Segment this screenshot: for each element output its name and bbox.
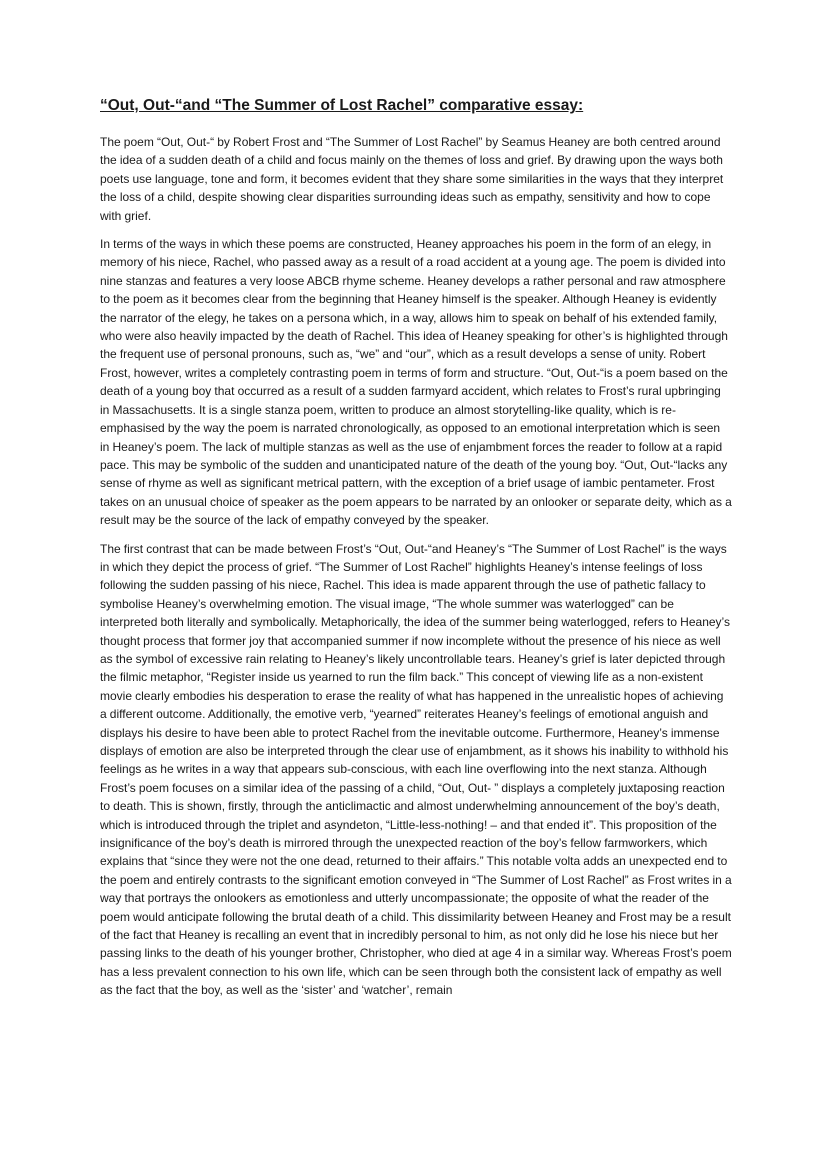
paragraph-form-and-structure: In terms of the ways in which these poems are constructed, Heaney approaches his poem in the form of an elegy, in memory of his niece, Rachel, who passed away as a result of a road accident at a young age. The poem is divided into nine stanzas and features a very loose ABCB rhyme scheme. Heaney develops a rather personal and raw atmosphere to the poem as it becomes clear from the beginning that Heaney himself is the speaker. Although Heaney is evidently the narrator of the elegy, he takes on a persona which, in a way, allows him to speak on behalf of his extended family, who were also heavily impacted by the death of Rachel. This idea of Heaney speaking for other’s is highlighted through the frequent use of personal pronouns, such as, “we” and “our”, which as a result develops a sense of unity. Robert Frost, however, writes a completely contrasting poem in terms of form and structure. “Out, Out-“is a poem based on the death of a young boy that occurred as a result of a sudden farmyard accident, which relates to Frost’s rural upbringing in Massachusetts. It is a single stanza poem, written to produce an almost storytelling-like quality, which is re-emphasised by the way the poem is narrated chronologically, as opposed to an emotional interpretation which is seen in Heaney’s poem. The lack of multiple stanzas as well as the use of enjambment forces the reader to follow at a rapid pace. This may be symbolic of the sudden and unanticipated nature of the death of the young boy. “Out, Out-“lacks any sense of rhyme as well as significant metrical pattern, with the exception of a brief usage of iambic pentameter. Frost takes on an unusual choice of speaker as the poem appears to be narrated by an onlooker or separate deity, which as a result may be the source of the lack of empathy conveyed by the speaker. xyxy=(100,237,732,528)
document-page xyxy=(100,96,732,1010)
paragraph-introduction: The poem “Out, Out-“ by Robert Frost and “The Summer of Lost Rachel” by Seamus Heaney are both centred around the idea of a sudden death of a child and focus mainly on the themes of loss and grief. By drawing upon the ways both poets use language, tone and form, it becomes evident that they share some similarities in the ways that they interpret the loss of a child, despite showing clear disparities surrounding ideas such as empathy, sensitivity and how to cope with grief. xyxy=(100,135,724,223)
essay-title: “Out, Out-“and “The Summer of Lost Rachel” comparative essay: xyxy=(100,97,584,114)
paragraph-grief-contrast: The first contrast that can be made between Frost’s “Out, Out-“and Heaney’s “The Summer of Lost Rachel” is the ways in which they depict the process of grief. “The Summer of Lost Rachel” highlights Heaney’s intense feelings of loss following the sudden passing of his niece, Rachel. This idea is made apparent through the use of pathetic fallacy to symbolise Heaney’s overwhelming emotion. The visual image, “The whole summer was waterlogged” can be interpreted both literally and symbolically. Metaphorically, the idea of the summer being waterlogged, refers to Heaney’s thought process that former joy that accompanied summer if now incomplete without the presence of his niece as well as the symbol of excessive rain relating to Heaney’s likely uncontrollable tears. Heaney’s grief is later depicted through the filmic metaphor, “Register inside us yearned to run the film back.” This concept of viewing life as a non-existent movie clearly embodies his desperation to erase the reality of what has happened in the unrealistic hopes of achieving a different outcome. Additionally, the emotive verb, “yearned” reiterates Heaney’s feelings of emotional anguish and displays his desire to have been able to protect Rachel from the inevitable outcome. Furthermore, Heaney’s immense displays of emotion are also be interpreted through the clear use of enjambment, as it shows his inability to withhold his feelings as he writes in a way that appears sub-conscious, with each line overflowing into the next stanza. Although Frost’s poem focuses on a similar idea of the passing of a child, “Out, Out- ” displays a completely juxtaposing reaction to death. This is shown, firstly, through the anticlimactic and almost underwhelming announcement of the boy’s death, which is introduced through the triplet and asyndeton, “Little-less-nothing! – and that ended it”. This proposition of the insignificance of the boy’s death is mirrored through the unexpected reaction of the boy’s fellow farmworkers, which explains that “since they were not the one dead, returned to their affairs.” This notable volta adds an unexpected end to the poem and entirely contrasts to the significant emotion conveyed in “The Summer of Lost Rachel” as Frost writes in a way that portrays the onlookers as emotionless and utterly uncompassionate; the opposite of what the reader of the poem would anticipate following the brutal death of a child. This dissimilarity between Heaney and Frost may be a result of the fact that Heaney is recalling an event that in incredibly personal to him, as not only did he lose his niece but her passing links to the death of his younger brother, Christopher, who died at age 4 in a similar way. Whereas Frost’s poem has a less prevalent connection to his own life, which can be seen through both the consistent lack of empathy as well as the fact that the boy, as well as the ‘sister’ and ‘watcher’, remain xyxy=(100,541,732,998)
